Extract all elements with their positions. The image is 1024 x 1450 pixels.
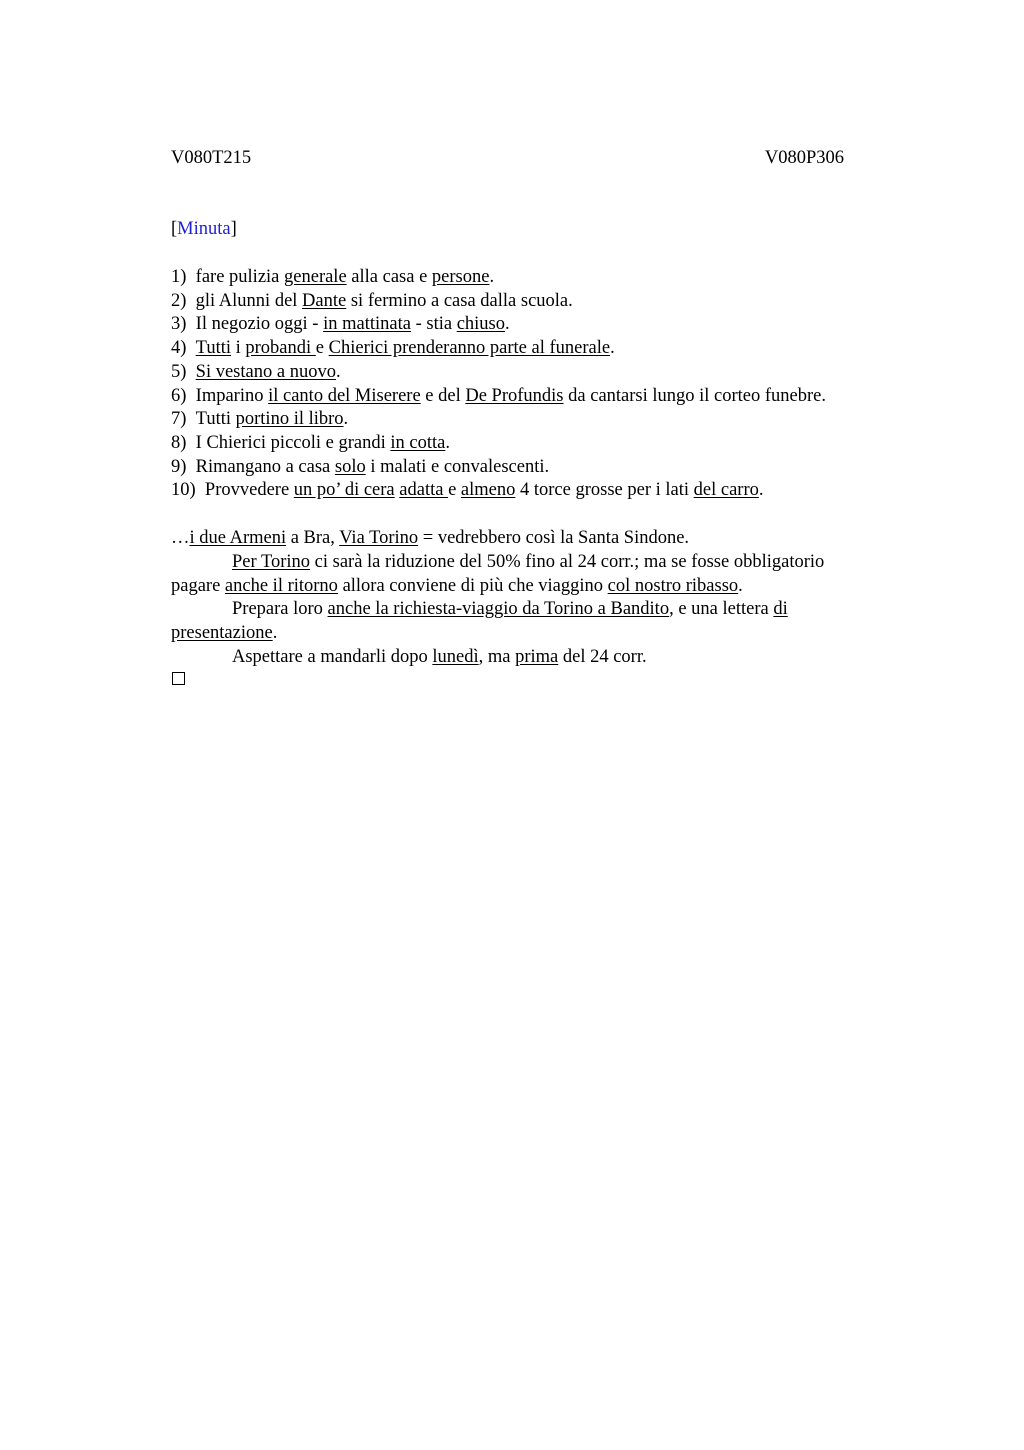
underlined-text: un po’ di cera [293, 480, 395, 501]
text-run: del 24 corr. [558, 646, 647, 667]
list-item [171, 456, 931, 480]
text-run: . [445, 432, 450, 453]
list-item-number: 6) [171, 385, 187, 406]
underlined-text: Si vestano a nuovo [195, 361, 336, 382]
underlined-text: lunedì [432, 646, 479, 667]
list-item-number: 1) [171, 267, 187, 287]
minuta-link[interactable]: Minuta [177, 219, 231, 239]
list-item-number: 7) [171, 409, 187, 430]
text-run: i [231, 338, 246, 359]
list-item [171, 337, 931, 361]
list-item [171, 313, 931, 337]
text-run: Rimangano a casa [195, 456, 335, 477]
text-run: 4 torce grosse per i lati [515, 480, 694, 501]
underlined-text: Tutti [195, 338, 231, 359]
text-run: ci sarà la riduzione del 50% fino al 24 corr.; ma se fosse obbligatorio pagare [171, 551, 825, 596]
list-item [171, 290, 931, 314]
text-run: - stia [410, 314, 457, 335]
text-run: … [171, 528, 190, 548]
underlined-text: i due Armeni [189, 528, 287, 548]
text-run: i malati e convalescenti. [365, 456, 550, 477]
minuta-bracket-open: [ [171, 219, 178, 239]
underlined-text: Dante [302, 290, 347, 311]
text-run: Il negozio oggi - [195, 314, 324, 335]
text-run: alla casa e [346, 267, 432, 287]
underlined-text: col nostro ribasso [607, 575, 739, 596]
minuta-heading [171, 218, 237, 240]
text-run: gli Alunni del [195, 290, 303, 311]
list-item [171, 385, 931, 409]
text-run: allora conviene di più che viaggino [337, 575, 608, 596]
underlined-text: anche il ritorno [224, 575, 338, 596]
underlined-text: prima [515, 646, 559, 667]
text-run: . [272, 623, 278, 644]
underlined-text: Via Torino [339, 528, 419, 548]
text-run: , ma [478, 646, 516, 667]
text-run: . [335, 361, 341, 382]
document-header [171, 147, 844, 169]
underlined-text: generale [284, 267, 347, 287]
list-item-number: 8) [171, 432, 187, 453]
underlined-text: portino il libro [235, 409, 344, 430]
text-run: Aspettare a mandarli dopo [232, 646, 433, 667]
text-run: . [489, 267, 495, 287]
text-run: . [505, 314, 510, 335]
text-run: a Bra, [286, 528, 340, 548]
list-item-number: 3) [171, 314, 187, 335]
underlined-text: solo [334, 456, 366, 477]
header-right-code: V080P306 [764, 148, 844, 168]
text-run: Tutti [195, 409, 236, 430]
underlined-text: anche la richiesta-viaggio da Torino a Bandito [327, 599, 670, 620]
header-left-code: V080T215 [171, 148, 252, 168]
paragraph [171, 598, 861, 646]
text-run: . [610, 338, 615, 359]
text-run: da cantarsi lungo il corteo funebre. [563, 385, 827, 406]
underlined-text: del carro [693, 480, 759, 501]
underlined-text: in cotta [390, 432, 446, 453]
text-run: e [448, 480, 461, 501]
list-item [171, 408, 931, 432]
text-run: si fermino a casa dalla scuola. [346, 290, 573, 311]
underlined-text: almeno [460, 480, 516, 501]
underlined-text: il canto del Miserere [268, 385, 421, 406]
underlined-text: in mattinata [323, 314, 411, 335]
text-run: . [343, 409, 349, 430]
text-run: I Chierici piccoli e grandi [195, 432, 391, 453]
underlined-text: probandi [245, 338, 316, 359]
text-run: fare pulizia [195, 267, 285, 287]
underlined-text: De Profundis [465, 385, 564, 406]
list-item [171, 479, 931, 503]
list-item-number: 2) [171, 290, 187, 311]
text-run: Prepara loro [232, 599, 328, 620]
underlined-text: adatta [399, 480, 449, 501]
list-item [171, 432, 931, 456]
checkbox-square-icon [172, 672, 185, 685]
instruction-list [171, 266, 931, 503]
underlined-text: persone [431, 267, 490, 287]
paragraph [171, 527, 861, 551]
text-run: . [758, 480, 764, 501]
minuta-bracket-close: ] [230, 219, 237, 239]
text-run: e [315, 338, 329, 359]
list-item [171, 361, 931, 385]
underlined-text: chiuso [456, 314, 505, 335]
list-item-number: 5) [171, 361, 187, 382]
paragraph [171, 551, 861, 599]
underlined-text: Chierici prenderanno parte al funerale [328, 338, 611, 359]
underlined-text: Per Torino [232, 551, 311, 572]
list-item-number: 10) [171, 480, 196, 501]
text-run: , e una lettera [669, 599, 774, 620]
text-run: Imparino [195, 385, 269, 406]
text-run: Provvedere [204, 480, 294, 501]
underlined-text: di presentazione [171, 599, 788, 644]
list-item [171, 266, 931, 290]
note-paragraphs [171, 527, 861, 670]
list-item-number: 4) [171, 338, 187, 359]
list-item-number: 9) [171, 456, 187, 477]
text-run: e del [420, 385, 466, 406]
text-run: . [738, 575, 743, 596]
paragraph [171, 646, 861, 670]
text-run: = vedrebbero così la Santa Sindone. [418, 528, 690, 548]
